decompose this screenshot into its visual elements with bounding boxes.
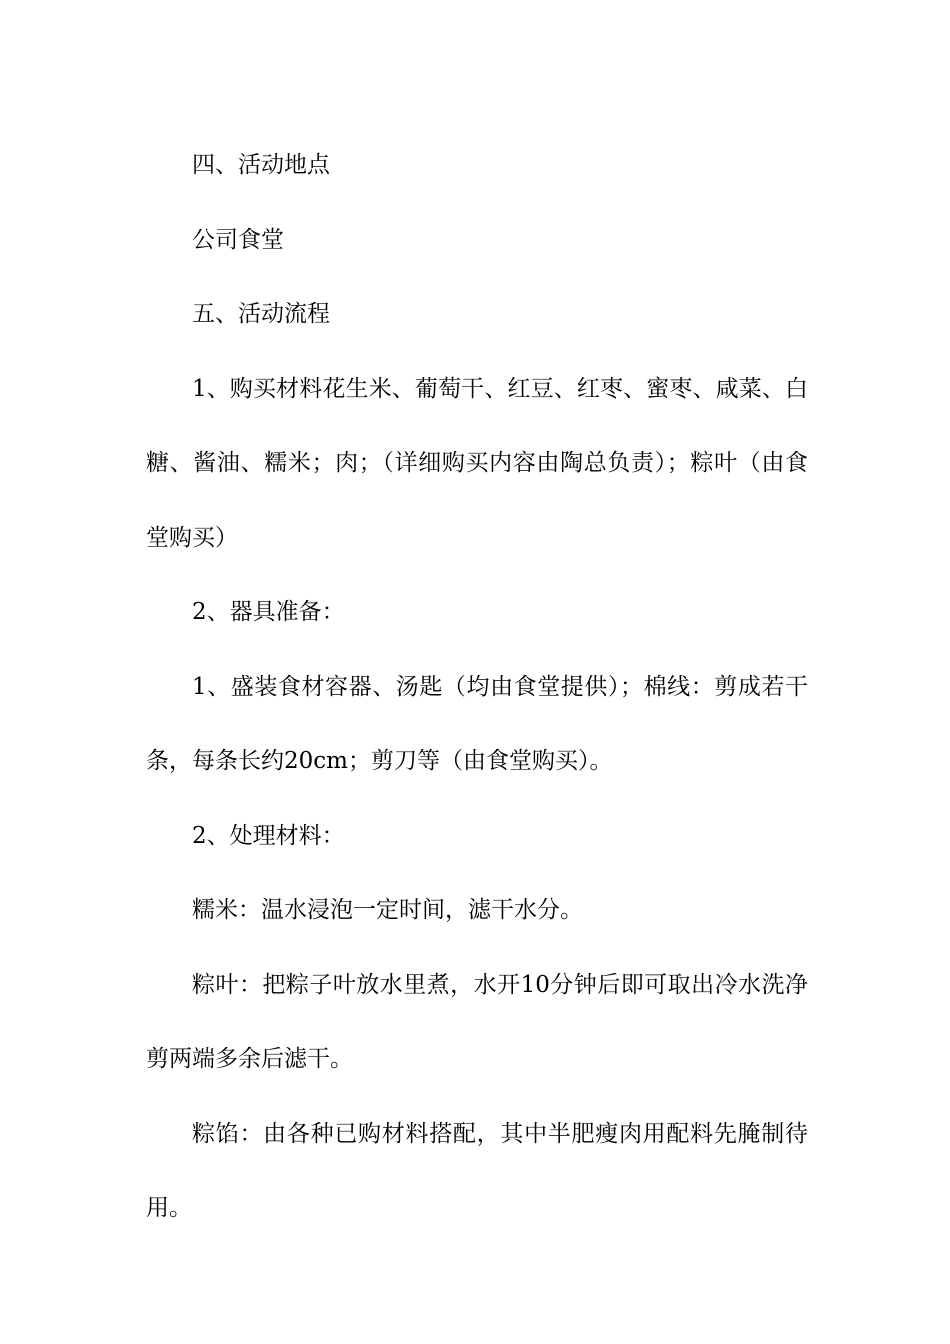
paragraph-filling: 粽馅：由各种已购材料搭配，其中半肥瘦肉用配料先腌制待用。	[146, 1120, 808, 1221]
paragraph-rice: 糯米：温水浸泡一定时间，滤干水分。	[192, 897, 583, 923]
document-body	[146, 128, 808, 1246]
paragraph-leaves: 粽叶：把粽子叶放水里煮，水开10分钟后即可取出冷水洗净剪两端多余后滤干。	[146, 971, 808, 1072]
section-heading-location: 四、活动地点	[192, 152, 330, 178]
section-heading-process: 五、活动流程	[192, 301, 330, 327]
paragraph-tools-heading: 2、器具准备：	[192, 599, 345, 625]
paragraph-buy-materials: 1、购买材料花生米、葡萄干、红豆、红枣、蜜枣、咸菜、白糖、酱油、糯米；肉；（详细购买内容由陶总负责）；粽叶（由食堂购买）	[146, 375, 808, 551]
paragraph-location: 公司食堂	[192, 226, 284, 253]
paragraph-process-heading: 2、处理材料：	[192, 822, 345, 849]
paragraph-tools: 1、盛装食材容器、汤匙（均由食堂提供）；棉线：剪成若干条，每条长约20cm；剪刀等（由食堂购买）。	[146, 673, 808, 774]
